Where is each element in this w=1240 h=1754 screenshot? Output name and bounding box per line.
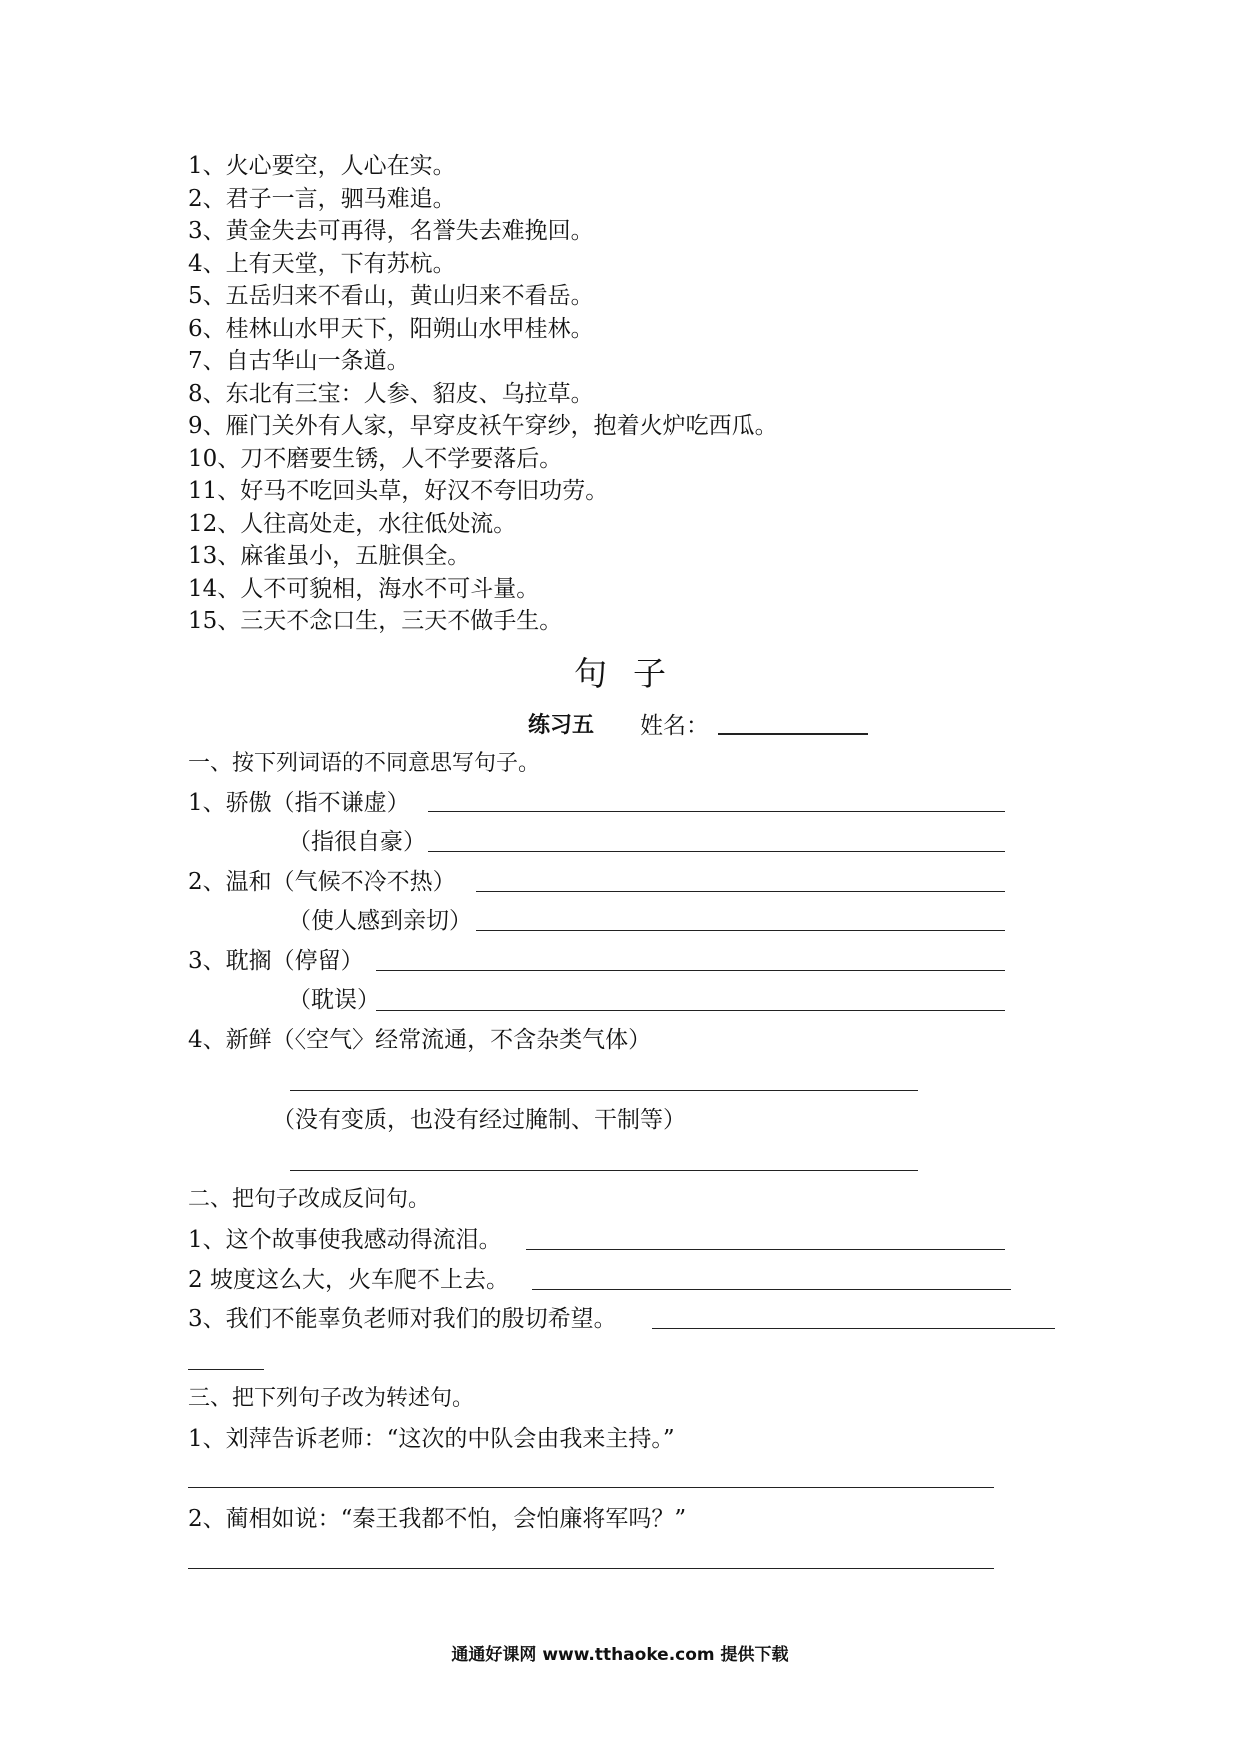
proverb-item: 2、君子一言，驷马难追。 [188, 185, 456, 212]
proverb-item: 5、五岳归来不看山，黄山归来不看岳。 [188, 283, 594, 309]
s2-q2-label: 2 坡度这么大，火车爬不上去。 [188, 1267, 509, 1293]
s1-q4a-answer-line[interactable] [290, 1090, 918, 1091]
s1-q1b-label: （指很自豪） [288, 829, 426, 855]
s1-q1a-label: 1、骄傲（指不谦虚） [188, 790, 410, 816]
s3-q2-label: 2、蔺相如说：“秦王我都不怕，会怕廉将军吗？” [188, 1506, 687, 1532]
proverb-item: 3、黄金失去可再得，名誉失去难挽回。 [188, 218, 594, 244]
proverb-item: 14、人不可貌相，海水不可斗量。 [188, 575, 540, 602]
s1-q4a-label: 4、新鲜（〈空气〉经常流通，不含杂类气体） [188, 1027, 652, 1053]
proverb-list [188, 150, 778, 638]
footer-credit: 通通好课网 www.tthaoke.com 提供下载 [451, 1645, 789, 1665]
s3-q1-label: 1、刘萍告诉老师：“这次的中队会由我来主持。” [188, 1426, 675, 1452]
s1-q2a-answer-line[interactable] [476, 891, 1005, 892]
s2-q1-label: 1、这个故事使我感动得流泪。 [188, 1227, 502, 1253]
s1-q1b-answer-line[interactable] [428, 851, 1005, 852]
proverb-item: 12、人往高处走，水往低处流。 [188, 510, 517, 537]
exercise-label: 练习五 [528, 713, 595, 738]
s1-q2a-label: 2、温和（气候不冷不热） [188, 869, 456, 895]
s1-q3b-answer-line[interactable] [376, 1010, 1005, 1011]
name-field[interactable] [718, 733, 868, 735]
s1-q3a-label: 3、耽搁（停留） [188, 948, 364, 974]
s1-q3b-label: （耽误） [288, 987, 380, 1013]
s1-q3a-answer-line[interactable] [376, 970, 1005, 971]
proverb-item: 11、好马不吃回头草，好汉不夸旧功劳。 [188, 478, 609, 504]
s2-q3-answer-line-cont[interactable] [188, 1369, 264, 1370]
proverb-item: 6、桂林山水甲天下，阳朔山水甲桂林。 [188, 315, 594, 342]
s1-q1a-answer-line[interactable] [428, 811, 1005, 812]
s3-q2-answer-line[interactable] [188, 1568, 994, 1569]
proverb-item: 7、自古华山一条道。 [188, 348, 410, 374]
s1-q4b-label: （没有变质，也没有经过腌制、干制等） [272, 1107, 686, 1133]
s1-q2b-label: （使人感到亲切） [288, 908, 472, 934]
s1-q4b-answer-line[interactable] [290, 1170, 918, 1171]
s2-q2-answer-line[interactable] [532, 1289, 1011, 1290]
s1-q2b-answer-line[interactable] [476, 930, 1005, 931]
proverb-item: 10、刀不磨要生锈，人不学要落后。 [188, 445, 563, 472]
proverb-item: 15、三天不念口生，三天不做手生。 [188, 608, 563, 634]
s2-q3-answer-line[interactable] [652, 1328, 1055, 1329]
proverb-item: 9、雁门关外有人家，早穿皮袄午穿纱，抱着火炉吃西瓜。 [188, 413, 778, 439]
section3-heading: 三、把下列句子改为转述句。 [188, 1386, 475, 1411]
section1-heading: 一、按下列词语的不同意思写句子。 [188, 751, 541, 776]
proverb-item: 4、上有天堂，下有苏杭。 [188, 250, 456, 277]
s2-q1-answer-line[interactable] [526, 1249, 1005, 1250]
section2-heading: 二、把句子改成反问句。 [188, 1187, 431, 1212]
s3-q1-answer-line[interactable] [188, 1487, 994, 1488]
proverb-item: 13、麻雀虽小，五脏俱全。 [188, 543, 471, 569]
page-title: 句子 [574, 654, 692, 693]
s2-q3-label: 3、我们不能辜负老师对我们的殷切希望。 [188, 1306, 617, 1332]
proverb-item: 1、火心要空，人心在实。 [188, 153, 456, 179]
name-label: 姓名： [640, 713, 709, 739]
proverb-item: 8、东北有三宝：人参、貂皮、乌拉草。 [188, 380, 594, 407]
